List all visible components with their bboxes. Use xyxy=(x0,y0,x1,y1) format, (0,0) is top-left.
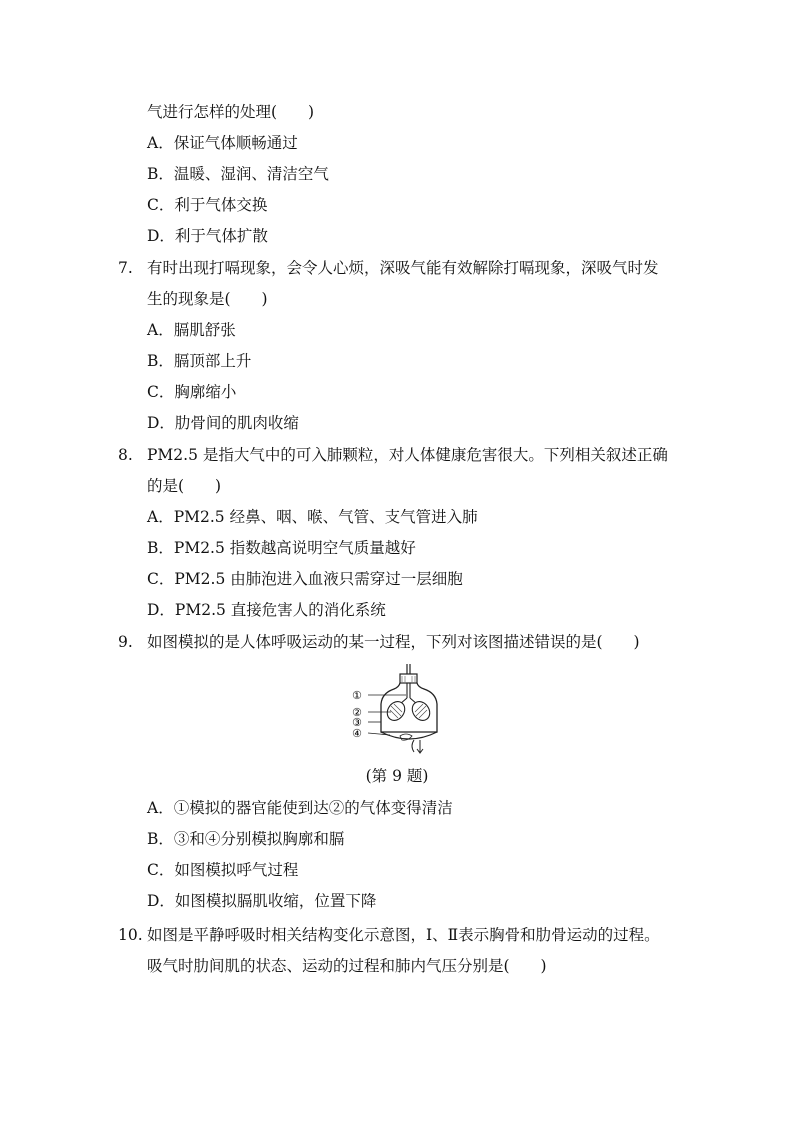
q8-stem-line2: 的是( ) xyxy=(147,477,222,495)
q7-stem-line2: 生的现象是( ) xyxy=(147,290,268,308)
q7-option-d: D．肋骨间的肌肉收缩 xyxy=(147,414,299,432)
figure-label-3: ③ xyxy=(352,716,362,729)
q7-option-a: A．膈肌舒张 xyxy=(147,321,236,339)
bell-jar-diagram xyxy=(350,662,450,762)
q10-number: 10. xyxy=(118,926,143,944)
q6-option-a: A．保证气体顺畅通过 xyxy=(147,134,298,152)
q9-number: 9. xyxy=(118,633,133,651)
q8-option-a: A．PM2.5 经鼻、咽、喉、气管、支气管进入肺 xyxy=(147,508,478,526)
q8-option-b: B．PM2.5 指数越高说明空气质量越好 xyxy=(147,539,416,557)
q8-option-c: C．PM2.5 由肺泡进入血液只需穿过一层细胞 xyxy=(147,570,463,588)
q8-option-d: D．PM2.5 直接危害人的消化系统 xyxy=(147,601,386,619)
q6-option-b: B．温暖、湿润、清洁空气 xyxy=(147,165,329,183)
bell-jar-breathing-model-figure xyxy=(350,662,450,762)
q7-option-b: B．膈顶部上升 xyxy=(147,352,252,370)
q8-stem-line1: PM2.5 是指大气中的可入肺颗粒，对人体健康危害很大。下列相关叙述正确 xyxy=(147,446,668,464)
q9-option-d: D．如图模拟膈肌收缩，位置下降 xyxy=(147,892,377,910)
figure-caption: (第 9 题) xyxy=(365,767,429,785)
q9-option-c: C．如图模拟呼气过程 xyxy=(147,861,299,879)
q6-stem-continuation: 气进行怎样的处理( ) xyxy=(147,103,315,121)
pull-arrow xyxy=(412,740,414,752)
q10-stem-line2: 吸气时肋间肌的状态、运动的过程和肺内气压分别是( ) xyxy=(147,957,547,975)
rubber-membrane xyxy=(381,732,437,739)
q6-option-d: D．利于气体扩散 xyxy=(147,227,268,245)
q8-number: 8. xyxy=(118,446,133,464)
q7-number: 7. xyxy=(118,259,133,277)
q7-option-c: C．胸廓缩小 xyxy=(147,383,237,401)
q9-stem: 如图模拟的是人体呼吸运动的某一过程，下列对该图描述错误的是( ) xyxy=(147,633,640,651)
rubber-stopper xyxy=(400,674,417,683)
q9-option-b: B．③和④分别模拟胸廓和膈 xyxy=(147,830,345,848)
q10-stem-line1: 如图是平静呼吸时相关结构变化示意图，Ⅰ、Ⅱ表示胸骨和肋骨运动的过程。 xyxy=(147,926,660,944)
figure-label-1: ① xyxy=(352,689,362,702)
q9-option-a: A．①模拟的器官能使到达②的气体变得清洁 xyxy=(147,799,453,817)
figure-label-4: ④ xyxy=(352,727,362,740)
figure-label-2: ② xyxy=(352,706,362,719)
q6-option-c: C．利于气体交换 xyxy=(147,196,268,214)
q7-stem-line1: 有时出现打嗝现象，会令人心烦，深吸气能有效解除打嗝现象，深吸气时发 xyxy=(147,259,659,277)
